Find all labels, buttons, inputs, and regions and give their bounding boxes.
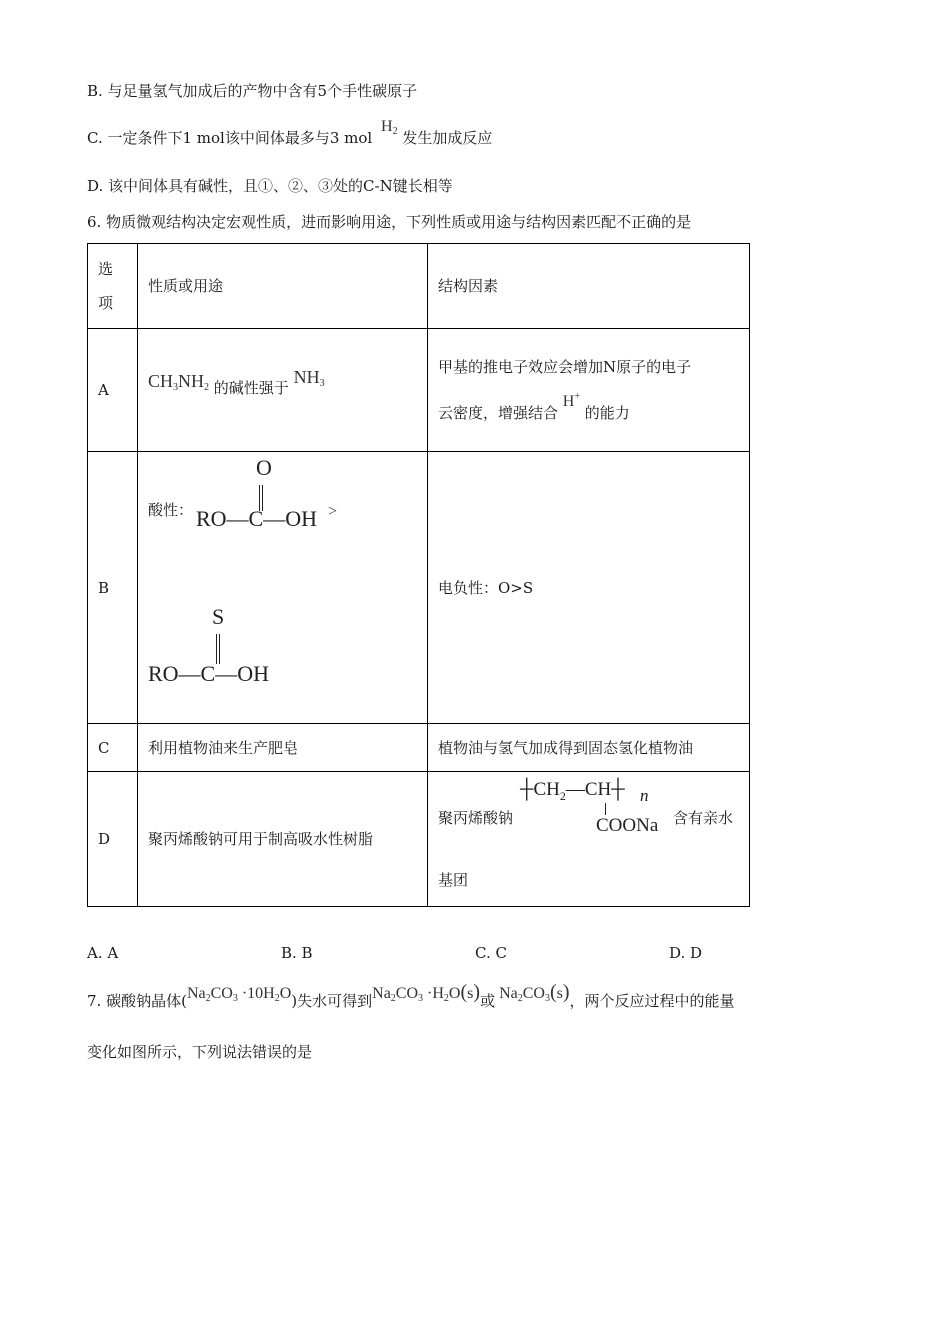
anhydrous-formula: $Na_2CO_3(s)$ bbox=[499, 981, 570, 1004]
header-structure: 结构因素 bbox=[428, 244, 750, 329]
double-bond-s bbox=[216, 634, 220, 664]
polymer-repeat-unit: $┼CH_2—CH┼$ bbox=[520, 779, 625, 803]
polymer-side-group: COONa bbox=[596, 815, 659, 836]
polymer-subscript-n: n bbox=[640, 786, 649, 805]
table-row-b bbox=[88, 452, 750, 724]
row-d-struct-line2: 基团 bbox=[438, 871, 469, 889]
row-c-key: C bbox=[88, 724, 138, 772]
row-a-key: A bbox=[88, 329, 138, 452]
thiocarbonyl-sulfur: S bbox=[212, 604, 225, 629]
question-7-line1: 7. 碳酸钠晶体$(Na_2CO_3 \cdot 10H_2O)$失水可得到$Na_2CO_3 \cdot H_2O(s)$或 $Na_2CO_3(s)$，两个反应过程中的能量 bbox=[87, 981, 735, 1010]
option-c-suffix: 发生加成反应 bbox=[402, 129, 493, 147]
option-c bbox=[87, 118, 493, 154]
option-d: D. 该中间体具有碱性，且①、②、③处的C-N键长相等 bbox=[87, 177, 453, 195]
row-d-struct-suffix: 含有亲水 bbox=[673, 809, 734, 827]
row-d-property: 聚丙烯酸钠可用于制高吸水性树脂 bbox=[138, 772, 428, 907]
choice-c: C. C bbox=[475, 944, 507, 962]
choice-a: A. A bbox=[87, 944, 119, 962]
row-c-structure: 植物油与氢气加成得到固态氢化植物油 bbox=[428, 724, 750, 772]
row-d-key: D bbox=[88, 772, 138, 907]
nh3-formula: $NH_3$ bbox=[293, 366, 325, 389]
header-property: 性质或用途 bbox=[138, 244, 428, 329]
row-b-property bbox=[138, 452, 428, 724]
row-d-structure bbox=[428, 772, 750, 907]
row-b-key: B bbox=[88, 452, 138, 724]
carbonic-acid-ester: RO—C—OH bbox=[196, 506, 318, 531]
option-c-text: C. 一定条件下1 mol该中间体最多与3 mol bbox=[87, 129, 373, 147]
acidity-label: 酸性： bbox=[148, 501, 194, 519]
choice-d: D. D bbox=[669, 944, 703, 962]
option-b: B. 与足量氢气加成后的产物中含有5个手性碳原子 bbox=[87, 82, 418, 100]
question-6-stem: 6. 物质微观结构决定宏观性质，进而影响用途，下列性质或用途与结构因素匹配不正确的是 bbox=[87, 213, 692, 231]
carbonyl-oxygen: O bbox=[256, 455, 272, 480]
row-a-property: $CH_3NH_2$ 的碱性强于 $NH_3$ bbox=[138, 329, 428, 452]
row-b-structure: 电负性：O>S bbox=[428, 452, 750, 724]
table-header-row bbox=[88, 244, 750, 329]
answer-choices bbox=[87, 944, 867, 966]
monohydrate-formula: $Na_2CO_3 \cdot H_2O(s)$ bbox=[372, 981, 481, 1004]
greater-than-sign: > bbox=[328, 503, 338, 520]
h2-formula: $H_2$ bbox=[381, 118, 398, 137]
table-row-d bbox=[88, 772, 750, 907]
h-plus-ion: H+ bbox=[562, 390, 580, 410]
thiocarbonic-acid-ester: RO—C—OH bbox=[148, 661, 270, 686]
row-d-struct-prefix: 聚丙烯酸钠 bbox=[438, 809, 514, 827]
question-7-line2: 变化如图所示，下列说法错误的是 bbox=[87, 1043, 313, 1061]
polymer-side-bond bbox=[605, 803, 606, 815]
header-option: 选 项 bbox=[88, 244, 138, 329]
table-row-c bbox=[88, 724, 750, 772]
row-a-structure: 甲基的推电子效应会增加N原子的电子 云密度，增强结合 H+ 的能力 bbox=[428, 329, 750, 452]
ch3nh2-formula: $CH_3NH_2$ bbox=[148, 370, 210, 393]
row-c-property: 利用植物油来生产肥皂 bbox=[138, 724, 428, 772]
table-row-a bbox=[88, 329, 750, 452]
decahydrate-formula: $Na_2CO_3 \cdot 10H_2O$ bbox=[186, 985, 292, 1004]
choice-b: B. B bbox=[281, 944, 313, 962]
comparison-table bbox=[87, 243, 750, 907]
